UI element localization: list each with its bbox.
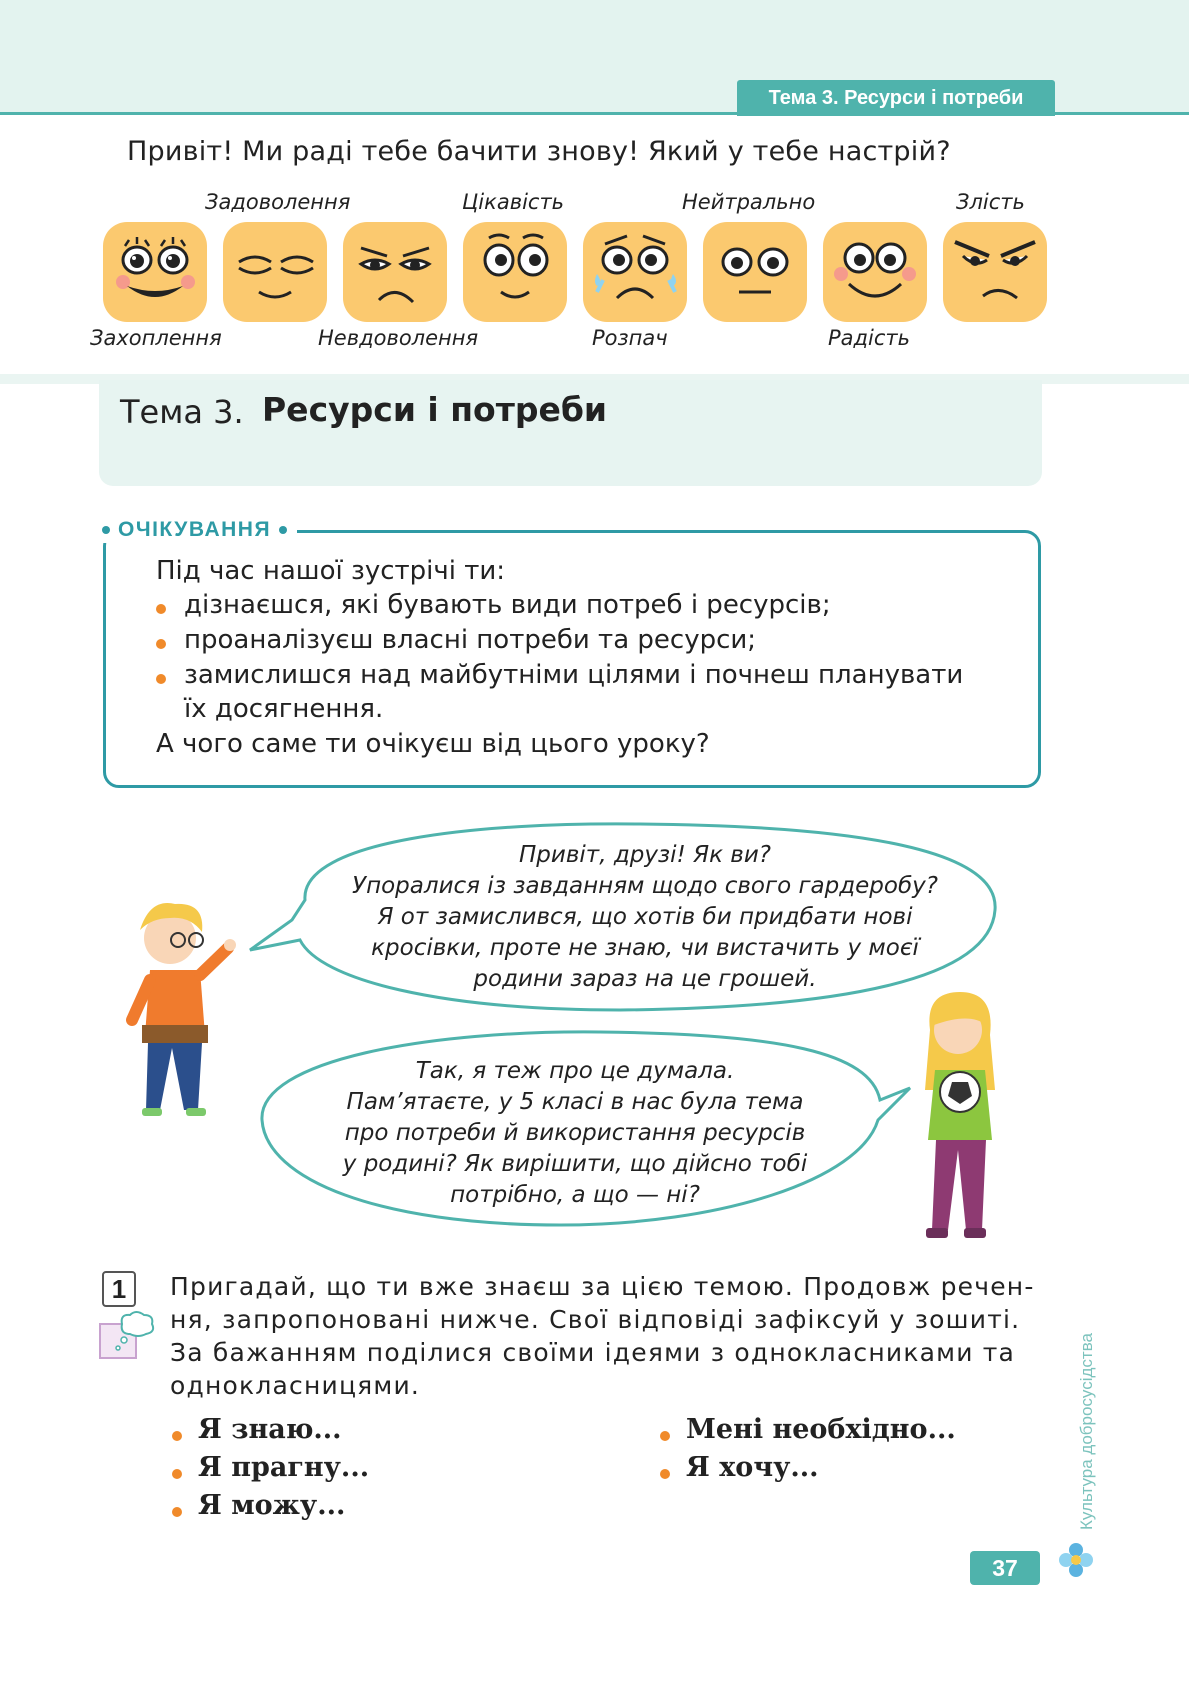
- dialogue-line: кросівки, проте не знаю, чи вистачить у моєї: [371, 935, 919, 961]
- sentence-starter: Я можу...: [198, 1490, 346, 1521]
- bullet-icon: [172, 1431, 182, 1441]
- bullet-icon: [156, 639, 166, 649]
- dot-icon: [102, 526, 110, 534]
- task-text-line: однокласницями.: [170, 1371, 421, 1400]
- emotions-row: [0, 190, 1189, 360]
- face-excited-icon: [103, 222, 207, 322]
- face-neutral-icon: [703, 222, 807, 322]
- emotion-label-neutral: Нейтрально: [682, 190, 816, 214]
- dialogue-line: Так, я теж про це думала.: [415, 1058, 735, 1084]
- girl-dialogue: [270, 1056, 880, 1211]
- expectation-item: замислишся над майбутніми цілями і почнеш планувати: [184, 660, 964, 690]
- emotion-label-displeased: Невдоволення: [318, 326, 479, 350]
- page-number: 37: [970, 1551, 1040, 1585]
- face-curious-icon: [463, 222, 567, 322]
- task-text-line: За бажанням поділися своїми ідеями з однокласниками та: [170, 1338, 1016, 1367]
- dot-icon: [279, 526, 287, 534]
- emotion-label-curious: Цікавість: [462, 190, 565, 214]
- dialogue-line: Пам’ятаєте, у 5 класі в нас була тема: [346, 1089, 804, 1115]
- expectations-question: А чого саме ти очікуєш від цього уроку?: [156, 729, 710, 759]
- bullet-icon: [172, 1507, 182, 1517]
- sentence-starter: Я знаю...: [198, 1414, 342, 1445]
- bullet-icon: [660, 1469, 670, 1479]
- emotion-label-content: Задоволення: [205, 190, 351, 214]
- expectation-item-continued: їх досягнення.: [184, 694, 384, 724]
- boy-dialogue: [300, 840, 990, 995]
- sentence-starter: Я прагну...: [198, 1452, 370, 1483]
- bullet-icon: [660, 1431, 670, 1441]
- task-number: 1: [102, 1271, 136, 1307]
- boy-character-icon: [132, 903, 236, 1116]
- emotion-label-anger: Злість: [956, 190, 1025, 214]
- dialogue-line: Я от замислився, що хотів би придбати нові: [377, 904, 913, 930]
- sentence-starter: Я хочу...: [686, 1452, 819, 1483]
- dialogue-line: родини зараз на це грошей.: [473, 966, 817, 992]
- topic-number: Тема 3.: [120, 393, 244, 431]
- bullet-icon: [156, 604, 166, 614]
- expectations-label: ОЧІКУВАННЯ: [118, 518, 272, 541]
- face-despair-icon: [583, 222, 687, 322]
- dialogue-line: Привіт, друзі! Як ви?: [519, 842, 771, 868]
- sentence-starter: Мені необхідно...: [686, 1414, 956, 1445]
- dialogue-line: про потреби й використання ресурсів: [344, 1120, 806, 1146]
- flower-icon: [1058, 1542, 1094, 1578]
- emotion-label-joy: Радість: [828, 326, 911, 350]
- emotion-label-despair: Розпач: [592, 326, 668, 350]
- face-joy-icon: [823, 222, 927, 322]
- side-section-label: Культура добросусідства: [1077, 1332, 1096, 1530]
- face-anger-icon: [943, 222, 1047, 322]
- greeting-text: Привіт! Ми раді тебе бачити знову! Який у тебе настрій?: [127, 136, 951, 167]
- theme-tab: Тема 3. Ресурси і потреби: [737, 80, 1055, 116]
- expectations-header: [96, 517, 297, 543]
- thinking-cloud-icon: [94, 1310, 156, 1366]
- bullet-icon: [172, 1469, 182, 1479]
- expectation-item: проаналізуєш власні потреби та ресурси;: [184, 625, 757, 655]
- face-displeased-icon: [343, 222, 447, 322]
- expectation-item: дізнаєшся, які бувають види потреб і ресурсів;: [184, 590, 831, 620]
- emotion-label-excited: Захоплення: [90, 326, 222, 350]
- dialogue-line: Упоралися із завданням щодо свого гардеробу?: [352, 873, 938, 899]
- dialogue-line: у родині? Як вирішити, що дійсно тобі: [342, 1151, 808, 1177]
- task-text-line: Пригадай, що ти вже знаєш за цією темою. Продовж речен-: [170, 1272, 1035, 1301]
- dialogue-line: потрібно, а що — ні?: [450, 1182, 700, 1208]
- bullet-icon: [156, 674, 166, 684]
- face-content-icon: [223, 222, 327, 322]
- girl-character-icon: [925, 992, 995, 1238]
- expectations-intro: Під час нашої зустрічі ти:: [156, 556, 506, 586]
- topic-title: Ресурси і потреби: [262, 390, 608, 429]
- task-text-line: ня, запропоновані нижче. Свої відповіді зафіксуй у зошиті.: [170, 1305, 1021, 1334]
